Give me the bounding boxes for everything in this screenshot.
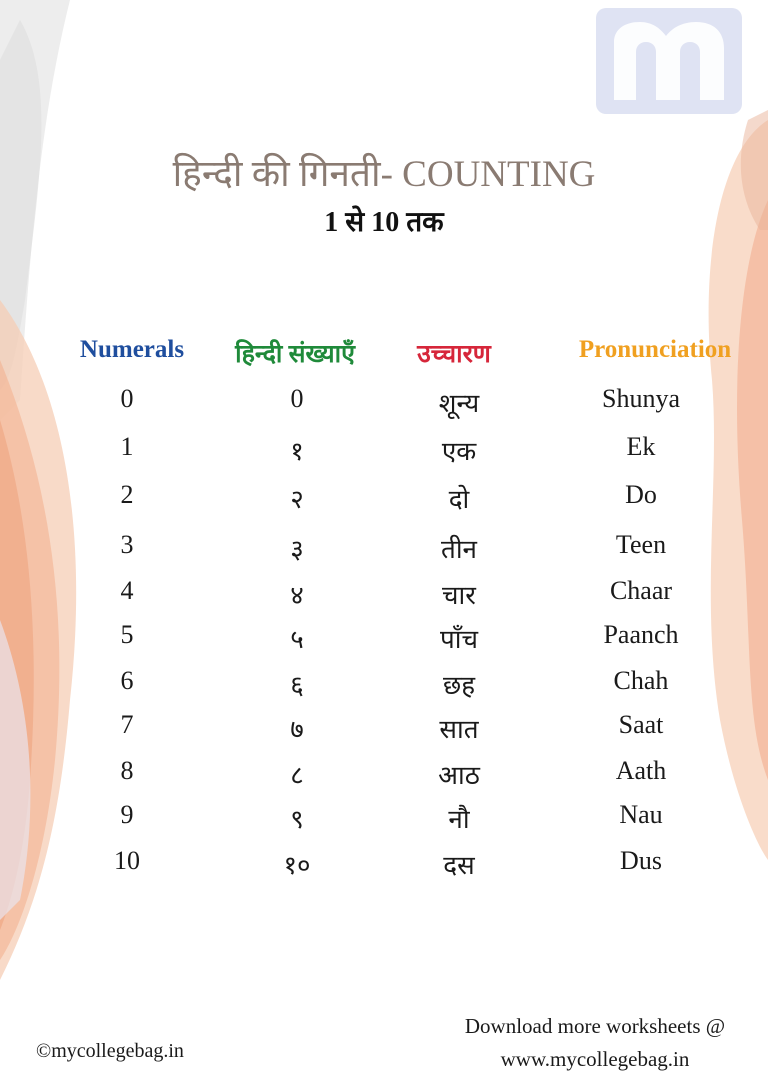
cell-hindi-numeral: २ [290, 485, 304, 514]
copyright-text: ©mycollegebag.in [36, 1040, 184, 1062]
header-pronunciation: Pronunciation [578, 336, 732, 363]
cell-pronunciation: Shunya [602, 384, 680, 413]
m-logo-icon [596, 8, 742, 114]
cell-hindi-numeral: ६ [290, 671, 304, 700]
cell-pronunciation: Do [625, 480, 657, 509]
cell-hindi-numeral: ९ [290, 805, 304, 834]
header-hindi-numerals: हिन्दी संख्याएँ [235, 341, 355, 368]
cell-numeral: 7 [120, 710, 134, 739]
header-uchcharan: उच्चारण [417, 341, 491, 368]
cell-hindi-numeral: ७ [290, 715, 304, 744]
page-subtitle: 1 से 10 तक [324, 207, 444, 238]
cell-hindi-numeral: ४ [290, 581, 304, 610]
cell-hindi-word: दस [443, 851, 475, 880]
cell-numeral: 3 [120, 530, 134, 559]
cell-hindi-word: शून्य [438, 389, 480, 418]
cell-numeral: 0 [120, 384, 134, 413]
cell-hindi-word: सात [439, 715, 479, 744]
cell-numeral: 5 [120, 620, 134, 649]
cell-hindi-numeral: 0 [290, 384, 304, 413]
cell-hindi-word: छह [442, 671, 476, 700]
cell-hindi-numeral: १ [290, 437, 304, 466]
cell-pronunciation: Chah [613, 666, 669, 695]
download-line-1: Download more worksheets @ [464, 1014, 726, 1038]
cell-hindi-numeral: १० [283, 851, 311, 880]
cell-hindi-word: नौ [448, 805, 470, 834]
download-url[interactable]: www.mycollegebag.in [500, 1047, 690, 1071]
cell-hindi-word: आठ [438, 761, 480, 790]
cell-numeral: 1 [120, 432, 134, 461]
cell-hindi-word: एक [441, 437, 477, 466]
cell-pronunciation: Saat [618, 710, 664, 739]
cell-pronunciation: Teen [615, 530, 667, 559]
download-note [430, 1010, 760, 1076]
cell-hindi-word: तीन [441, 535, 477, 564]
cell-hindi-numeral: ५ [290, 625, 304, 654]
cell-numeral: 8 [120, 756, 134, 785]
cell-hindi-numeral: ८ [290, 761, 304, 790]
cell-pronunciation: Dus [620, 846, 662, 875]
cell-pronunciation: Chaar [609, 576, 673, 605]
cell-numeral: 9 [120, 800, 134, 829]
cell-pronunciation: Nau [619, 800, 663, 829]
cell-hindi-word: दो [448, 485, 470, 514]
cell-numeral: 4 [120, 576, 134, 605]
cell-pronunciation: Aath [615, 756, 667, 785]
cell-hindi-word: चार [442, 581, 476, 610]
cell-hindi-numeral: ३ [290, 535, 304, 564]
cell-numeral: 6 [120, 666, 134, 695]
cell-pronunciation: Ek [626, 432, 656, 461]
cell-numeral: 2 [120, 480, 134, 509]
page-title: हिन्दी की गिनती- COUNTING [172, 154, 596, 195]
header-numerals: Numerals [79, 336, 185, 363]
cell-numeral: 10 [114, 846, 140, 875]
cell-pronunciation: Paanch [603, 620, 679, 649]
cell-hindi-word: पाँच [439, 625, 478, 654]
